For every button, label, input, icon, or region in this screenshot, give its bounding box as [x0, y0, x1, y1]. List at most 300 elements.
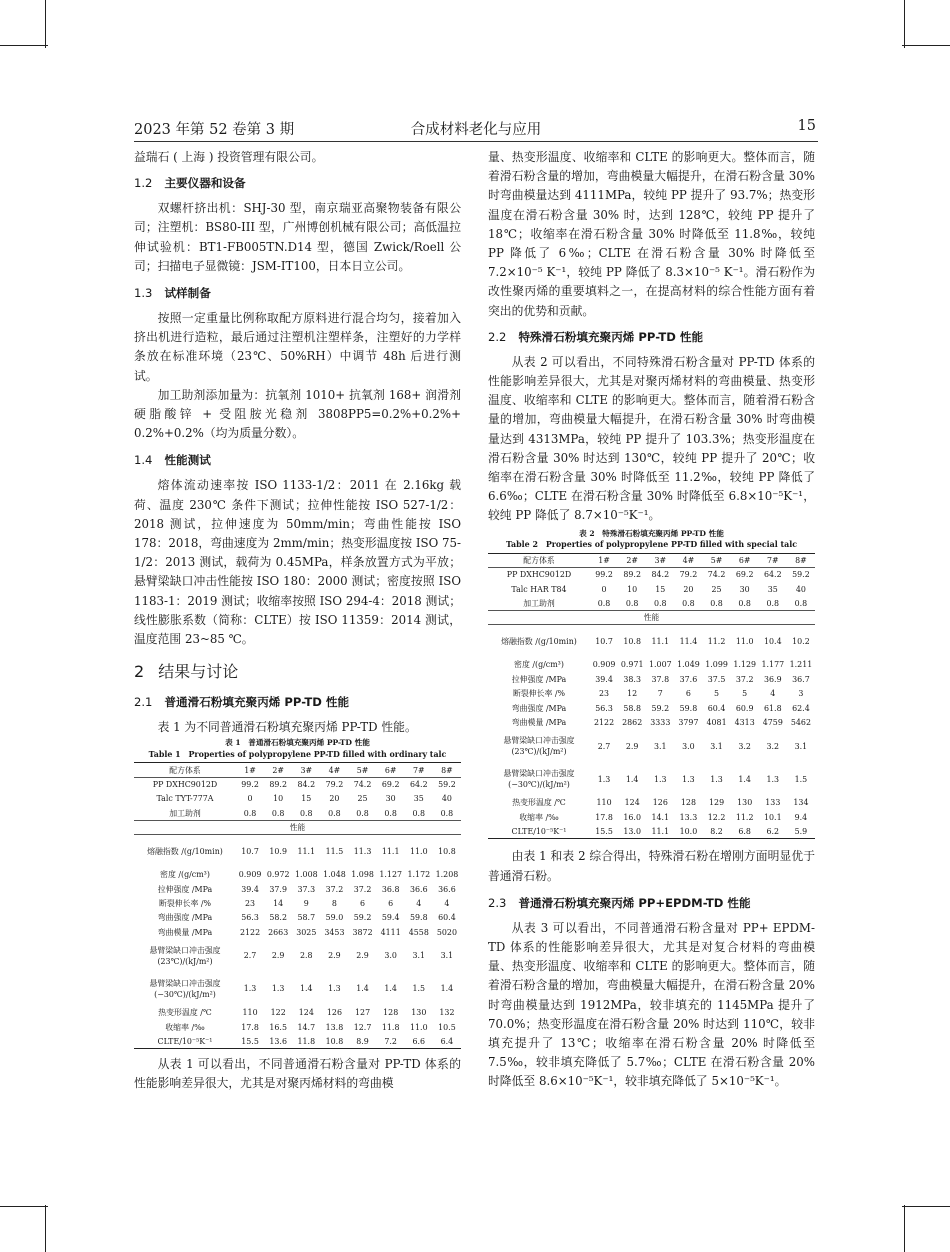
table-cell: 6 — [360, 899, 366, 908]
table-cell: 3333 — [650, 717, 671, 727]
row-label: 断裂伸长率 /% — [512, 689, 566, 699]
table-cell: 37.3 — [297, 884, 316, 894]
table-group-row — [488, 611, 815, 625]
table-cell: 11.2 — [707, 636, 726, 646]
table-cell: 110 — [242, 1008, 258, 1018]
table-row — [134, 1005, 461, 1019]
table-cell: 0.8 — [710, 598, 723, 608]
table-cell: 1.4 — [440, 984, 454, 994]
table-cell: 37.2 — [735, 674, 754, 684]
row-label: 热变形温度 /℃ — [158, 1008, 212, 1018]
table-cell: 1.3 — [328, 984, 341, 994]
table-cell: 15.5 — [590, 824, 618, 838]
crop-mark — [902, 1206, 950, 1207]
crop-mark — [904, 0, 905, 48]
table-cell: 12.2 — [707, 812, 726, 822]
row-label: 密度 /(g/cm³) — [514, 660, 564, 670]
row-label: 弯曲强度 /MPa — [157, 913, 213, 923]
table-cell: 1.4 — [300, 984, 313, 994]
table-row — [134, 792, 461, 806]
page-number: 15 — [797, 118, 816, 134]
table-row — [488, 763, 815, 796]
table-cell: 59.2 — [353, 913, 372, 923]
table-cell: 7# — [759, 553, 787, 567]
table-row — [488, 658, 815, 672]
table-cell: 16.0 — [623, 812, 641, 822]
table-cell: 39.4 — [241, 884, 259, 894]
table-cell: 1.3 — [271, 984, 285, 994]
paragraph: 由表 1 和表 2 综合得出，特殊滑石粉在增刚方面明显优于普通滑石粉。 — [488, 849, 815, 883]
crop-mark — [0, 45, 48, 46]
table-cell: 0.909 — [238, 870, 262, 880]
table-cell: 0.8 — [682, 598, 695, 608]
table-cell: 79.2 — [679, 570, 698, 580]
table-cell: 13.6 — [264, 1034, 292, 1048]
table-cell: 7.2 — [377, 1034, 405, 1048]
table-2 — [488, 528, 815, 840]
data-table — [488, 553, 815, 840]
table-cell: 37.5 — [707, 674, 726, 684]
table-cell: 37.2 — [325, 884, 344, 894]
table-cell: 10.8 — [320, 1034, 348, 1048]
table-cell: 13.0 — [618, 824, 646, 838]
table-cell: 36.8 — [381, 884, 400, 894]
table-header-row — [488, 553, 815, 567]
table-cell: 25 — [711, 584, 722, 594]
table-cell: 10.9 — [269, 846, 287, 856]
table-cell: 4 — [416, 899, 422, 908]
table-cell: 59.0 — [325, 913, 344, 923]
table-cell: 3453 — [324, 927, 345, 937]
table-cell: 56.3 — [595, 703, 613, 713]
table-cell: 36.6 — [410, 884, 428, 894]
table-cell: 0.8 — [356, 808, 369, 818]
table-cell: 11.4 — [679, 636, 698, 646]
table-cell: 1.098 — [351, 870, 374, 880]
table-row — [488, 672, 815, 686]
crop-mark — [0, 1206, 48, 1207]
table-cell: 128 — [383, 1008, 399, 1018]
table-cell: 1.007 — [649, 660, 672, 670]
table-group-row — [134, 821, 461, 835]
table-row — [488, 824, 815, 838]
table-caption-cn: 表 2 特殊滑石粉填充聚丙烯 PP-TD 性能 — [579, 528, 724, 538]
table-cell: 1.3 — [682, 774, 695, 784]
table-cell: 0.8 — [271, 808, 285, 818]
table-cell: 5# — [349, 763, 377, 777]
table-cell: 0.8 — [440, 808, 454, 818]
table-caption-en: Table 1 Properties of polypropylene PP-TD filled with ordinary talc — [148, 749, 447, 759]
table-row — [134, 777, 461, 791]
table-row — [488, 687, 815, 701]
table-row — [488, 796, 815, 810]
table-cell: 11.2 — [735, 812, 754, 822]
table-cell: 12.7 — [353, 1022, 372, 1032]
table-cell: 12 — [627, 689, 638, 699]
table-cell: 3.1 — [794, 741, 808, 751]
paragraph: 熔体流动速率按 ISO 1133-1/2：2011 在 2.16kg 载荷、温度 230℃ 条件下测试；拉伸性能按 ISO 527-1/2：2018 测试，拉伸速度为 50mm/min；弯曲性能按 ISO 178：2018，弯曲速度为 2mm/min；热变形温度按 ISO 75-1/2：2013 测试，载荷为 0.45MPa，样条放置方式为平放；悬臂梁缺口冲击性能按 ISO 180：2000 测试；密度按照 ISO 1183-1：2019 测试；收缩率按照 ISO 294-4：2018 测试；线性膨胀系数（简称：CLTE）按 ISO 11359：2014 测试，温度范围 23~85 ℃。 — [134, 478, 461, 647]
table-cell: 2.8 — [300, 951, 313, 961]
table-cell: 0.8 — [794, 598, 808, 608]
table-cell: 0.8 — [738, 598, 751, 608]
table-cell: 37.8 — [651, 674, 670, 684]
table-cell: 2.7 — [243, 951, 257, 961]
table-cell: 3872 — [352, 927, 373, 937]
table-cell: 1.099 — [705, 660, 728, 670]
journal-name: 合成材料老化与应用 — [410, 122, 542, 138]
table-cell: 0.8 — [654, 598, 667, 608]
table-cell: 23 — [245, 899, 256, 908]
table-cell: 0.8 — [300, 808, 313, 818]
table-cell: 13.3 — [679, 812, 698, 822]
table-cell: 3.1 — [412, 951, 426, 961]
crop-mark — [45, 1205, 46, 1252]
table-cell: 74.2 — [353, 780, 372, 790]
paragraph: 益瑞石 ( 上海 ) 投资管理有限公司。 — [134, 150, 324, 164]
row-label: 收缩率 /‰ — [519, 812, 559, 822]
table-cell: 126 — [652, 798, 668, 808]
table-cell: 10 — [627, 584, 638, 594]
table-cell: 4# — [320, 763, 348, 777]
group-label: 性能 — [134, 821, 461, 835]
table-cell: 124 — [298, 1008, 314, 1018]
row-label: 配方体系 — [134, 763, 236, 777]
paragraph: 从表 2 可以看出，不同特殊滑石粉含量对 PP-TD 体系的性能影响差异很大，尤其是对聚丙烯材料的弯曲模量、热变形温度、收缩率和 CLTE 的影响更大。整体而言，随着滑石粉含量的增加，弯曲模量大幅提升，在滑石粉含量 30% 时弯曲模量达到 4313MPa，较纯 PP 提升了 103.3%；热变形温度在滑石粉含量 30% 时达到 130℃，较纯 PP 提升了 20℃；收缩率在滑石粉含量 30% 时降低至 11.2‰，较纯 PP 降低了 6.6‰；CLTE 在滑石粉含量 30% 时降低至 6.8×10⁻⁵K⁻¹，较纯 PP 降低了 8.7×10⁻⁵K⁻¹。 — [488, 354, 815, 523]
table-row — [134, 911, 461, 925]
table-cell: 10.5 — [438, 1022, 456, 1032]
table-cell: 3.2 — [738, 741, 751, 751]
table-cell: 10.7 — [241, 846, 259, 856]
table-cell: 4081 — [706, 717, 727, 727]
table-cell: 37.6 — [679, 674, 698, 684]
table-cell: 9 — [303, 899, 309, 908]
crop-mark — [904, 1205, 905, 1252]
table-cell: 0 — [601, 584, 607, 594]
table-cell: 40 — [441, 794, 452, 804]
table-row — [134, 939, 461, 972]
table-cell: 37.9 — [269, 884, 287, 894]
table-cell: 40 — [795, 584, 806, 594]
row-label: 加工助剂 — [523, 598, 555, 608]
table-cell: 2862 — [622, 717, 643, 727]
table-cell: 1.129 — [733, 660, 756, 670]
table-cell: 36.6 — [438, 884, 456, 894]
section-heading: 2.3 普通滑石粉填充聚丙烯 PP+EPDM-TD 性能 — [488, 895, 751, 910]
row-label: 弯曲强度 /MPa — [511, 703, 567, 713]
table-1 — [134, 737, 461, 1049]
table-cell: 58.2 — [269, 913, 287, 923]
table-row — [134, 835, 461, 868]
table-cell: 15 — [655, 584, 666, 594]
group-label: 性能 — [488, 611, 815, 625]
table-cell: 1.3 — [597, 774, 611, 784]
table-cell: 126 — [326, 1008, 342, 1018]
table-row — [134, 972, 461, 1005]
table-cell: 134 — [793, 798, 809, 808]
table-cell: 11.0 — [735, 636, 754, 646]
table-cell: 9.4 — [794, 812, 808, 822]
table-cell: 11.0 — [410, 846, 428, 856]
row-label: Talc TYT-777A — [156, 794, 214, 804]
table-cell: 6# — [377, 763, 405, 777]
table-row — [488, 701, 815, 715]
table-row — [134, 925, 461, 939]
table-row — [488, 568, 815, 582]
row-label: CLTE/10⁻⁵K⁻¹ — [134, 1034, 236, 1048]
row-label: 热变形温度 /℃ — [512, 798, 566, 808]
table-cell: 39.4 — [595, 674, 613, 684]
table-cell: 8# — [433, 763, 461, 777]
table-cell: 59.8 — [410, 913, 428, 923]
paragraph: 双螺杆挤出机：SHJ-30 型，南京瑞亚高聚物装备有限公司；注塑机：BS80-III 型，广州博创机械有限公司；高低温拉伸试验机：BT1-FB005TN.D14 型，德国 Zwick/Roell 公司；扫描电子显微镜：JSM-IT100，日本日立公司。 — [134, 201, 461, 273]
table-cell: 1.4 — [356, 984, 369, 994]
row-label: 断裂伸长率 /% — [158, 899, 212, 908]
table-cell: 10.7 — [595, 636, 613, 646]
table-cell: 1.172 — [407, 870, 431, 880]
right-column — [488, 148, 815, 1092]
table-cell: 1.127 — [379, 870, 402, 880]
table-cell: 2122 — [594, 717, 615, 727]
table-cell: 5462 — [790, 717, 811, 727]
table-cell: 8# — [787, 553, 815, 567]
crop-mark — [902, 45, 950, 46]
table-cell: 1.4 — [625, 774, 639, 784]
table-header-row — [134, 763, 461, 777]
table-cell: 127 — [355, 1008, 371, 1018]
table-cell: 56.3 — [241, 913, 259, 923]
table-cell: 62.4 — [792, 703, 810, 713]
table-cell: 1.3 — [654, 774, 667, 784]
row-label: 弯曲模量 /MPa — [157, 927, 213, 937]
table-cell: 10.8 — [438, 846, 456, 856]
table-cell: 11.1 — [651, 636, 670, 646]
table-cell: 2.9 — [356, 951, 369, 961]
table-cell: 3.0 — [682, 741, 695, 751]
table-row — [488, 582, 815, 596]
table-cell: 36.7 — [792, 674, 810, 684]
table-row — [488, 596, 815, 610]
table-cell: 0 — [247, 794, 253, 804]
table-cell: 130 — [411, 1008, 427, 1018]
table-cell: 1.008 — [295, 870, 318, 880]
table-cell: 1.3 — [766, 774, 780, 784]
row-label: 悬臂梁缺口冲击强度 (23℃)/(kJ/m²) — [149, 945, 221, 966]
table-cell: 3# — [646, 553, 674, 567]
table-cell: 5 — [742, 689, 748, 699]
table-cell: 59.2 — [651, 703, 670, 713]
table-cell: 99.2 — [595, 570, 613, 580]
table-cell: 60.9 — [735, 703, 754, 713]
table-cell: 10.2 — [792, 636, 810, 646]
table-cell: 6 — [685, 689, 691, 699]
table-cell: 1# — [236, 763, 264, 777]
table-cell: 6.6 — [405, 1034, 433, 1048]
table-cell: 11.1 — [646, 824, 674, 838]
paragraph: 量、热变形温度、收缩率和 CLTE 的影响更大。整体而言，随着滑石粉含量的增加，弯曲模量大幅提升，在滑石粉含量 30% 时弯曲模量达到 4111MPa，较纯 PP 提升了 93.7%；热变形温度在滑石粉含量 30% 时，达到 128℃，较纯 PP 提升了 18℃；收缩率在滑石粉含量 30% 时降低至 11.8‰，较纯 PP 降低了 6‰；CLTE 在滑石粉含量 30% 时降低至 7.2×10⁻⁵ K⁻¹，较纯 PP 降低了 8.3×10⁻⁵ K⁻¹。滑石粉作为改性聚丙烯的重要填料之一，在提高材料的综合性能方面有着突出的优势和贡献。 — [488, 150, 815, 318]
table-cell: 13.8 — [325, 1022, 344, 1032]
table-cell: 14.1 — [651, 812, 670, 822]
table-cell: 2# — [264, 763, 292, 777]
data-table — [134, 762, 461, 1049]
table-cell: 6.2 — [759, 824, 787, 838]
table-cell: 4 — [770, 689, 776, 699]
table-cell: 11.8 — [381, 1022, 400, 1032]
table-cell: 64.2 — [410, 780, 428, 790]
section-heading: 2.1 普通滑石粉填充聚丙烯 PP-TD 性能 — [134, 695, 350, 710]
table-cell: 11.3 — [353, 846, 372, 856]
table-row — [488, 810, 815, 824]
journal-issue: 2023 年第 52 卷第 3 期 — [134, 122, 295, 138]
table-cell: 7 — [657, 689, 663, 699]
table-cell: 3.0 — [384, 951, 397, 961]
table-cell: 3.1 — [654, 741, 667, 751]
table-cell: 20 — [329, 794, 340, 804]
table-cell: 6.4 — [433, 1034, 461, 1048]
table-cell: 59.2 — [438, 780, 456, 790]
table-cell: 2.7 — [597, 741, 611, 751]
table-cell: 132 — [439, 1008, 455, 1018]
table-cell: 4 — [444, 899, 450, 908]
table-cell: 89.2 — [269, 780, 287, 790]
table-cell: 7# — [405, 763, 433, 777]
row-label: PP DXHC9012D — [152, 780, 218, 790]
table-cell: 129 — [709, 798, 725, 808]
left-column — [134, 148, 461, 1094]
row-label: 悬臂梁缺口冲击强度 (−30℃)/(kJ/m²) — [503, 769, 575, 790]
table-cell: 3.2 — [766, 741, 780, 751]
table-cell: 61.8 — [764, 703, 782, 713]
table-cell: 3025 — [296, 927, 317, 937]
table-cell: 3.1 — [710, 741, 723, 751]
table-cell: 14.7 — [297, 1022, 316, 1032]
table-cell: 6# — [731, 553, 759, 567]
section-heading: 2.2 特殊滑石粉填充聚丙烯 PP-TD 性能 — [488, 329, 704, 344]
paragraph: 表 1 为不同普通滑石粉填充聚丙烯 PP-TD 性能。 — [157, 720, 417, 735]
header-rule — [134, 141, 818, 142]
table-cell: 3.1 — [440, 951, 454, 961]
table-cell: 14 — [273, 899, 284, 908]
table-cell: 128 — [680, 798, 696, 808]
table-cell: 38.3 — [623, 674, 641, 684]
table-cell: 36.9 — [764, 674, 782, 684]
row-label: 拉伸强度 /MPa — [157, 884, 213, 894]
section-heading: 1.4 性能测试 — [134, 453, 211, 468]
table-cell: 110 — [596, 798, 612, 808]
table-cell: 59.4 — [381, 913, 400, 923]
table-cell: 37.2 — [353, 884, 372, 894]
table-cell: 16.5 — [269, 1022, 287, 1032]
table-cell: 1# — [590, 553, 618, 567]
table-cell: 2122 — [240, 927, 261, 937]
table-cell: 2.9 — [625, 741, 639, 751]
row-label: 弯曲模量 /MPa — [511, 717, 567, 727]
table-cell: 3 — [798, 689, 804, 699]
table-cell: 20 — [683, 584, 694, 594]
row-label: PP DXHC9012D — [506, 570, 572, 580]
table-cell: 0.8 — [597, 598, 611, 608]
table-cell: 0.8 — [328, 808, 341, 818]
table-cell: 8.2 — [703, 824, 731, 838]
table-cell: 1.048 — [323, 870, 346, 880]
table-cell: 0.8 — [384, 808, 397, 818]
table-cell: 10.4 — [764, 636, 782, 646]
row-label: 拉伸强度 /MPa — [511, 674, 567, 684]
table-cell: 35 — [413, 794, 424, 804]
table-row — [134, 806, 461, 820]
table-cell: 10.1 — [764, 812, 782, 822]
paragraph: 从表 1 可以看出，不同普通滑石粉含量对 PP-TD 体系的性能影响差异很大，尤其是对聚丙烯材料的弯曲模 — [134, 1057, 461, 1091]
table-cell: 1.4 — [738, 774, 751, 784]
table-cell: 69.2 — [381, 780, 400, 790]
table-cell: 1.3 — [710, 774, 723, 784]
table-cell: 130 — [737, 798, 753, 808]
table-row — [488, 715, 815, 729]
paragraph: 加工助剂添加量为：抗氧剂 1010+ 抗氧剂 168+ 润滑剂硬脂酸锌 + 受阻胺光稳剂 3808PP5=0.2%+0.2%+ 0.2%+0.2%（均为质量分数）。 — [134, 387, 461, 441]
table-cell: 0.8 — [412, 808, 426, 818]
table-cell: 89.2 — [623, 570, 641, 580]
table-row — [134, 896, 461, 910]
table-cell: 0.8 — [625, 598, 639, 608]
row-label: 悬臂梁缺口冲击强度 (23℃)/(kJ/m²) — [503, 736, 575, 757]
table-cell: 99.2 — [241, 780, 259, 790]
table-cell: 84.2 — [297, 780, 316, 790]
table-cell: 60.4 — [438, 913, 456, 923]
section-heading: 1.3 试样制备 — [134, 286, 211, 301]
paragraph: 从表 3 可以看出，不同普通滑石粉含量对 PP+ EPDM-TD 体系的性能影响差异很大，尤其是对复合材料的弯曲模量、热变形温度、收缩率和 CLTE 的影响更大。整体而言，随着滑石粉含量的增加，弯曲模量大幅提升，在滑石粉含量 20% 时弯曲模量达到 1912MPa，较非填充的 1145MPa 提升了 70.0%；热变形温度在滑石粉含量 20% 时达到 110℃，较非填充提升了 13℃；收缩率在滑石粉含量 20% 时降低至 7.5‰，较非填充降低了 5.7‰；CLTE 在滑石粉含量 20% 时降低至 8.6×10⁻⁵K⁻¹，较非填充降低了 5×10⁻⁵K⁻¹。 — [488, 920, 815, 1089]
row-label: 加工助剂 — [169, 808, 201, 818]
table-cell: 11.0 — [410, 1022, 428, 1032]
running-header — [134, 118, 818, 140]
table-cell: 0.972 — [266, 870, 290, 880]
table-cell: 2# — [618, 553, 646, 567]
table-cell: 15 — [301, 794, 312, 804]
section-heading: 1.2 主要仪器和设备 — [134, 176, 246, 191]
table-cell: 0.971 — [620, 660, 644, 670]
row-label: Talc HAR T84 — [511, 584, 567, 594]
table-cell: 11.1 — [297, 846, 316, 856]
table-cell: 11.1 — [381, 846, 400, 856]
table-cell: 0.8 — [766, 598, 780, 608]
table-cell: 1.211 — [789, 660, 813, 670]
table-cell: 6.8 — [731, 824, 759, 838]
table-cell: 2663 — [268, 927, 289, 937]
table-cell: 5.9 — [787, 824, 815, 838]
table-cell: 1.177 — [761, 660, 785, 670]
table-cell: 8.9 — [349, 1034, 377, 1048]
table-caption-en: Table 2 Properties of polypropylene PP-TD filled with special talc — [505, 540, 798, 550]
table-cell: 4759 — [762, 717, 783, 727]
row-label: 熔融指数 /(g/10min) — [501, 636, 577, 646]
table-caption-cn: 表 1 普通滑石粉填充聚丙烯 PP-TD 性能 — [225, 738, 370, 748]
table-cell: 0.909 — [592, 660, 616, 670]
table-cell: 1.5 — [794, 774, 808, 784]
table-cell: 23 — [599, 689, 610, 699]
table-cell: 17.8 — [241, 1022, 259, 1032]
row-label: 配方体系 — [488, 553, 590, 567]
table-cell: 4558 — [408, 927, 429, 937]
table-cell: 10 — [273, 794, 284, 804]
table-cell: 133 — [765, 798, 781, 808]
row-label: 熔融指数 /(g/10min) — [147, 846, 223, 856]
table-cell: 4111 — [380, 927, 401, 937]
table-cell: 1.208 — [435, 870, 459, 880]
table-cell: 5# — [703, 553, 731, 567]
table-cell: 11.5 — [325, 846, 344, 856]
table-cell: 1.5 — [412, 984, 426, 994]
table-cell: 8 — [331, 899, 337, 908]
table-row — [134, 868, 461, 882]
table-cell: 11.8 — [292, 1034, 320, 1048]
